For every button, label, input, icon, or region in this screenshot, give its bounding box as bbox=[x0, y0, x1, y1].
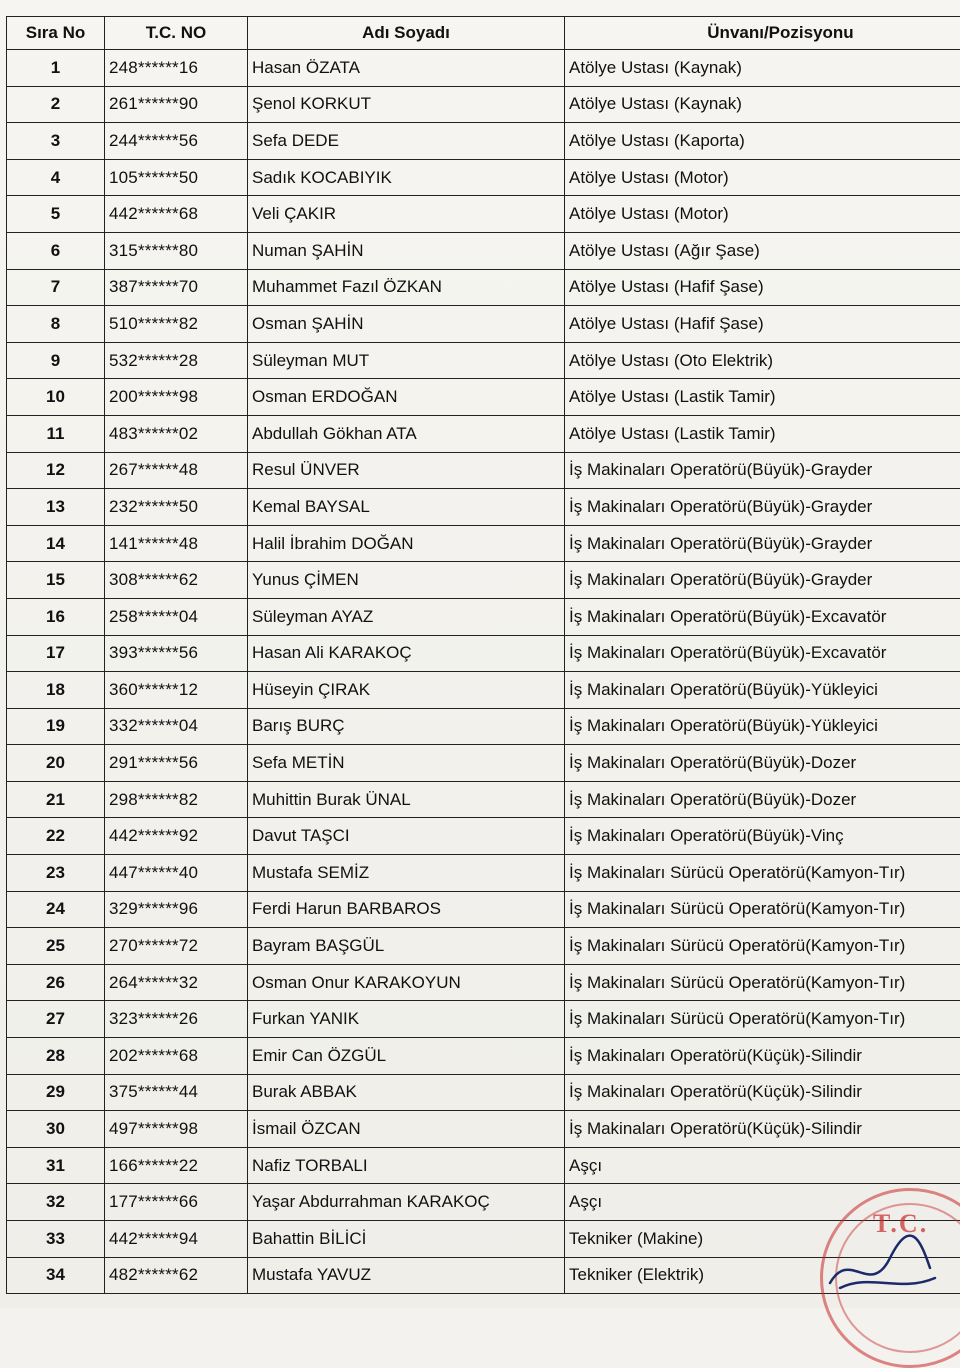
row-sira-no: 7 bbox=[7, 269, 105, 306]
table-row bbox=[7, 745, 960, 782]
table-row bbox=[7, 269, 960, 306]
row-tc-no: 532******28 bbox=[105, 342, 248, 379]
row-sira-no: 29 bbox=[7, 1074, 105, 1111]
row-unvani-pozisyonu: İş Makinaları Sürücü Operatörü(Kamyon-Tır) bbox=[565, 1001, 960, 1038]
row-unvani-pozisyonu: İş Makinaları Operatörü(Küçük)-Silindir bbox=[565, 1074, 960, 1111]
row-tc-no: 329******96 bbox=[105, 891, 248, 928]
row-unvani-pozisyonu: İş Makinaları Sürücü Operatörü(Kamyon-Tır) bbox=[565, 928, 960, 965]
table-row bbox=[7, 1184, 960, 1221]
row-adi-soyadi: Süleyman MUT bbox=[248, 342, 565, 379]
row-sira-no: 4 bbox=[7, 159, 105, 196]
table-row bbox=[7, 1257, 960, 1294]
row-unvani-pozisyonu: Atölye Ustası (Motor) bbox=[565, 196, 960, 233]
row-sira-no: 26 bbox=[7, 964, 105, 1001]
row-sira-no: 10 bbox=[7, 379, 105, 416]
row-tc-no: 270******72 bbox=[105, 928, 248, 965]
row-adi-soyadi: Hasan Ali KARAKOÇ bbox=[248, 635, 565, 672]
row-adi-soyadi: Burak ABBAK bbox=[248, 1074, 565, 1111]
table-row bbox=[7, 562, 960, 599]
row-unvani-pozisyonu: İş Makinaları Operatörü(Büyük)-Excavatör bbox=[565, 598, 960, 635]
row-sira-no: 1 bbox=[7, 50, 105, 87]
row-sira-no: 31 bbox=[7, 1147, 105, 1184]
header-sira-no: Sıra No bbox=[7, 17, 105, 50]
row-tc-no: 105******50 bbox=[105, 159, 248, 196]
table-row bbox=[7, 379, 960, 416]
row-adi-soyadi: Davut TAŞCI bbox=[248, 818, 565, 855]
table-row bbox=[7, 159, 960, 196]
header-unvani-pozisyonu: Ünvanı/Pozisyonu bbox=[565, 17, 960, 50]
row-adi-soyadi: Sefa METİN bbox=[248, 745, 565, 782]
row-adi-soyadi: Sadık KOCABIYIK bbox=[248, 159, 565, 196]
row-sira-no: 11 bbox=[7, 415, 105, 452]
row-tc-no: 360******12 bbox=[105, 672, 248, 709]
row-unvani-pozisyonu: Atölye Ustası (Kaynak) bbox=[565, 86, 960, 123]
row-adi-soyadi: Osman Onur KARAKOYUN bbox=[248, 964, 565, 1001]
row-unvani-pozisyonu: İş Makinaları Operatörü(Büyük)-Dozer bbox=[565, 745, 960, 782]
row-sira-no: 32 bbox=[7, 1184, 105, 1221]
row-unvani-pozisyonu: İş Makinaları Operatörü(Büyük)-Grayder bbox=[565, 562, 960, 599]
row-unvani-pozisyonu: Tekniker (Elektrik) bbox=[565, 1257, 960, 1294]
header-row bbox=[7, 17, 960, 50]
row-unvani-pozisyonu: Atölye Ustası (Kaporta) bbox=[565, 123, 960, 160]
row-adi-soyadi: Kemal BAYSAL bbox=[248, 489, 565, 526]
row-sira-no: 22 bbox=[7, 818, 105, 855]
row-unvani-pozisyonu: İş Makinaları Sürücü Operatörü(Kamyon-Tır) bbox=[565, 964, 960, 1001]
row-sira-no: 19 bbox=[7, 708, 105, 745]
row-tc-no: 177******66 bbox=[105, 1184, 248, 1221]
header-tc-no: T.C. NO bbox=[105, 17, 248, 50]
row-tc-no: 447******40 bbox=[105, 855, 248, 892]
row-sira-no: 2 bbox=[7, 86, 105, 123]
row-adi-soyadi: Furkan YANIK bbox=[248, 1001, 565, 1038]
row-sira-no: 18 bbox=[7, 672, 105, 709]
row-tc-no: 387******70 bbox=[105, 269, 248, 306]
row-tc-no: 264******32 bbox=[105, 964, 248, 1001]
row-tc-no: 258******04 bbox=[105, 598, 248, 635]
row-sira-no: 25 bbox=[7, 928, 105, 965]
row-adi-soyadi: Abdullah Gökhan ATA bbox=[248, 415, 565, 452]
row-tc-no: 442******68 bbox=[105, 196, 248, 233]
row-unvani-pozisyonu: İş Makinaları Operatörü(Büyük)-Dozer bbox=[565, 781, 960, 818]
table-row bbox=[7, 123, 960, 160]
row-tc-no: 202******68 bbox=[105, 1038, 248, 1075]
table-row bbox=[7, 672, 960, 709]
table-row bbox=[7, 1221, 960, 1258]
stamp-text: T.C. bbox=[873, 1209, 928, 1239]
row-adi-soyadi: İsmail ÖZCAN bbox=[248, 1111, 565, 1148]
row-tc-no: 141******48 bbox=[105, 525, 248, 562]
row-sira-no: 28 bbox=[7, 1038, 105, 1075]
table-row bbox=[7, 818, 960, 855]
row-sira-no: 33 bbox=[7, 1221, 105, 1258]
row-tc-no: 298******82 bbox=[105, 781, 248, 818]
row-adi-soyadi: Yaşar Abdurrahman KARAKOÇ bbox=[248, 1184, 565, 1221]
row-tc-no: 267******48 bbox=[105, 452, 248, 489]
row-sira-no: 3 bbox=[7, 123, 105, 160]
row-tc-no: 291******56 bbox=[105, 745, 248, 782]
row-adi-soyadi: Yunus ÇİMEN bbox=[248, 562, 565, 599]
table-row bbox=[7, 598, 960, 635]
row-unvani-pozisyonu: Atölye Ustası (Ağır Şase) bbox=[565, 232, 960, 269]
personnel-table bbox=[6, 16, 960, 1294]
row-adi-soyadi: Muhammet Fazıl ÖZKAN bbox=[248, 269, 565, 306]
row-sira-no: 9 bbox=[7, 342, 105, 379]
row-tc-no: 323******26 bbox=[105, 1001, 248, 1038]
row-sira-no: 30 bbox=[7, 1111, 105, 1148]
table-row bbox=[7, 415, 960, 452]
row-unvani-pozisyonu: İş Makinaları Operatörü(Büyük)-Vinç bbox=[565, 818, 960, 855]
row-sira-no: 12 bbox=[7, 452, 105, 489]
table-row bbox=[7, 342, 960, 379]
row-unvani-pozisyonu: Tekniker (Makine) bbox=[565, 1221, 960, 1258]
table-row bbox=[7, 525, 960, 562]
row-adi-soyadi: Halil İbrahim DOĞAN bbox=[248, 525, 565, 562]
table-row bbox=[7, 50, 960, 87]
table-row bbox=[7, 964, 960, 1001]
table-row bbox=[7, 1147, 960, 1184]
row-unvani-pozisyonu: İş Makinaları Operatörü(Büyük)-Grayder bbox=[565, 525, 960, 562]
row-unvani-pozisyonu: İş Makinaları Operatörü(Büyük)-Yükleyici bbox=[565, 708, 960, 745]
row-tc-no: 483******02 bbox=[105, 415, 248, 452]
row-tc-no: 244******56 bbox=[105, 123, 248, 160]
table-row bbox=[7, 891, 960, 928]
row-sira-no: 5 bbox=[7, 196, 105, 233]
row-adi-soyadi: Ferdi Harun BARBAROS bbox=[248, 891, 565, 928]
row-tc-no: 482******62 bbox=[105, 1257, 248, 1294]
row-unvani-pozisyonu: İş Makinaları Sürücü Operatörü(Kamyon-Tır) bbox=[565, 891, 960, 928]
row-sira-no: 15 bbox=[7, 562, 105, 599]
table-row bbox=[7, 855, 960, 892]
row-tc-no: 261******90 bbox=[105, 86, 248, 123]
table-row bbox=[7, 1001, 960, 1038]
table-row bbox=[7, 708, 960, 745]
row-tc-no: 248******16 bbox=[105, 50, 248, 87]
table-row bbox=[7, 306, 960, 343]
table-row bbox=[7, 489, 960, 526]
row-sira-no: 6 bbox=[7, 232, 105, 269]
row-sira-no: 20 bbox=[7, 745, 105, 782]
row-tc-no: 166******22 bbox=[105, 1147, 248, 1184]
table-row bbox=[7, 781, 960, 818]
row-adi-soyadi: Barış BURÇ bbox=[248, 708, 565, 745]
row-adi-soyadi: Resul ÜNVER bbox=[248, 452, 565, 489]
table-row bbox=[7, 86, 960, 123]
row-adi-soyadi: Bahattin BİLİCİ bbox=[248, 1221, 565, 1258]
table-header bbox=[7, 17, 960, 50]
row-adi-soyadi: Veli ÇAKIR bbox=[248, 196, 565, 233]
table-row bbox=[7, 928, 960, 965]
row-adi-soyadi: Mustafa YAVUZ bbox=[248, 1257, 565, 1294]
table-row bbox=[7, 196, 960, 233]
row-tc-no: 332******04 bbox=[105, 708, 248, 745]
row-sira-no: 34 bbox=[7, 1257, 105, 1294]
row-unvani-pozisyonu: Atölye Ustası (Hafif Şase) bbox=[565, 306, 960, 343]
row-unvani-pozisyonu: Atölye Ustası (Kaynak) bbox=[565, 50, 960, 87]
row-adi-soyadi: Emir Can ÖZGÜL bbox=[248, 1038, 565, 1075]
row-adi-soyadi: Numan ŞAHİN bbox=[248, 232, 565, 269]
row-adi-soyadi: Bayram BAŞGÜL bbox=[248, 928, 565, 965]
header-adi-soyadi: Adı Soyadı bbox=[248, 17, 565, 50]
row-unvani-pozisyonu: Aşçı bbox=[565, 1184, 960, 1221]
row-unvani-pozisyonu: İş Makinaları Operatörü(Büyük)-Grayder bbox=[565, 489, 960, 526]
table-row bbox=[7, 1074, 960, 1111]
row-tc-no: 200******98 bbox=[105, 379, 248, 416]
row-adi-soyadi: Muhittin Burak ÜNAL bbox=[248, 781, 565, 818]
row-sira-no: 27 bbox=[7, 1001, 105, 1038]
row-adi-soyadi: Osman ERDOĞAN bbox=[248, 379, 565, 416]
row-unvani-pozisyonu: Atölye Ustası (Motor) bbox=[565, 159, 960, 196]
row-unvani-pozisyonu: Atölye Ustası (Oto Elektrik) bbox=[565, 342, 960, 379]
row-sira-no: 23 bbox=[7, 855, 105, 892]
row-unvani-pozisyonu: Atölye Ustası (Lastik Tamir) bbox=[565, 379, 960, 416]
row-unvani-pozisyonu: Atölye Ustası (Hafif Şase) bbox=[565, 269, 960, 306]
row-adi-soyadi: Şenol KORKUT bbox=[248, 86, 565, 123]
row-adi-soyadi: Nafiz TORBALI bbox=[248, 1147, 565, 1184]
row-tc-no: 510******82 bbox=[105, 306, 248, 343]
row-adi-soyadi: Mustafa SEMİZ bbox=[248, 855, 565, 892]
row-unvani-pozisyonu: Aşçı bbox=[565, 1147, 960, 1184]
row-adi-soyadi: Süleyman AYAZ bbox=[248, 598, 565, 635]
row-adi-soyadi: Hüseyin ÇIRAK bbox=[248, 672, 565, 709]
row-unvani-pozisyonu: İş Makinaları Operatörü(Büyük)-Yükleyici bbox=[565, 672, 960, 709]
row-tc-no: 308******62 bbox=[105, 562, 248, 599]
row-unvani-pozisyonu: İş Makinaları Sürücü Operatörü(Kamyon-Tır) bbox=[565, 855, 960, 892]
row-unvani-pozisyonu: Atölye Ustası (Lastik Tamir) bbox=[565, 415, 960, 452]
row-sira-no: 24 bbox=[7, 891, 105, 928]
row-tc-no: 497******98 bbox=[105, 1111, 248, 1148]
row-unvani-pozisyonu: İş Makinaları Operatörü(Küçük)-Silindir bbox=[565, 1038, 960, 1075]
row-tc-no: 315******80 bbox=[105, 232, 248, 269]
row-tc-no: 232******50 bbox=[105, 489, 248, 526]
row-tc-no: 442******94 bbox=[105, 1221, 248, 1258]
row-adi-soyadi: Osman ŞAHİN bbox=[248, 306, 565, 343]
table-row bbox=[7, 232, 960, 269]
row-sira-no: 17 bbox=[7, 635, 105, 672]
row-sira-no: 14 bbox=[7, 525, 105, 562]
row-tc-no: 375******44 bbox=[105, 1074, 248, 1111]
table-row bbox=[7, 452, 960, 489]
table-row bbox=[7, 635, 960, 672]
table-row bbox=[7, 1038, 960, 1075]
row-unvani-pozisyonu: İş Makinaları Operatörü(Büyük)-Excavatör bbox=[565, 635, 960, 672]
row-sira-no: 13 bbox=[7, 489, 105, 526]
row-sira-no: 8 bbox=[7, 306, 105, 343]
row-adi-soyadi: Sefa DEDE bbox=[248, 123, 565, 160]
row-tc-no: 442******92 bbox=[105, 818, 248, 855]
row-sira-no: 21 bbox=[7, 781, 105, 818]
row-unvani-pozisyonu: İş Makinaları Operatörü(Küçük)-Silindir bbox=[565, 1111, 960, 1148]
row-adi-soyadi: Hasan ÖZATA bbox=[248, 50, 565, 87]
signature-scribble bbox=[820, 1228, 940, 1298]
row-tc-no: 393******56 bbox=[105, 635, 248, 672]
table-body bbox=[7, 50, 960, 1294]
table-row bbox=[7, 1111, 960, 1148]
row-unvani-pozisyonu: İş Makinaları Operatörü(Büyük)-Grayder bbox=[565, 452, 960, 489]
row-sira-no: 16 bbox=[7, 598, 105, 635]
